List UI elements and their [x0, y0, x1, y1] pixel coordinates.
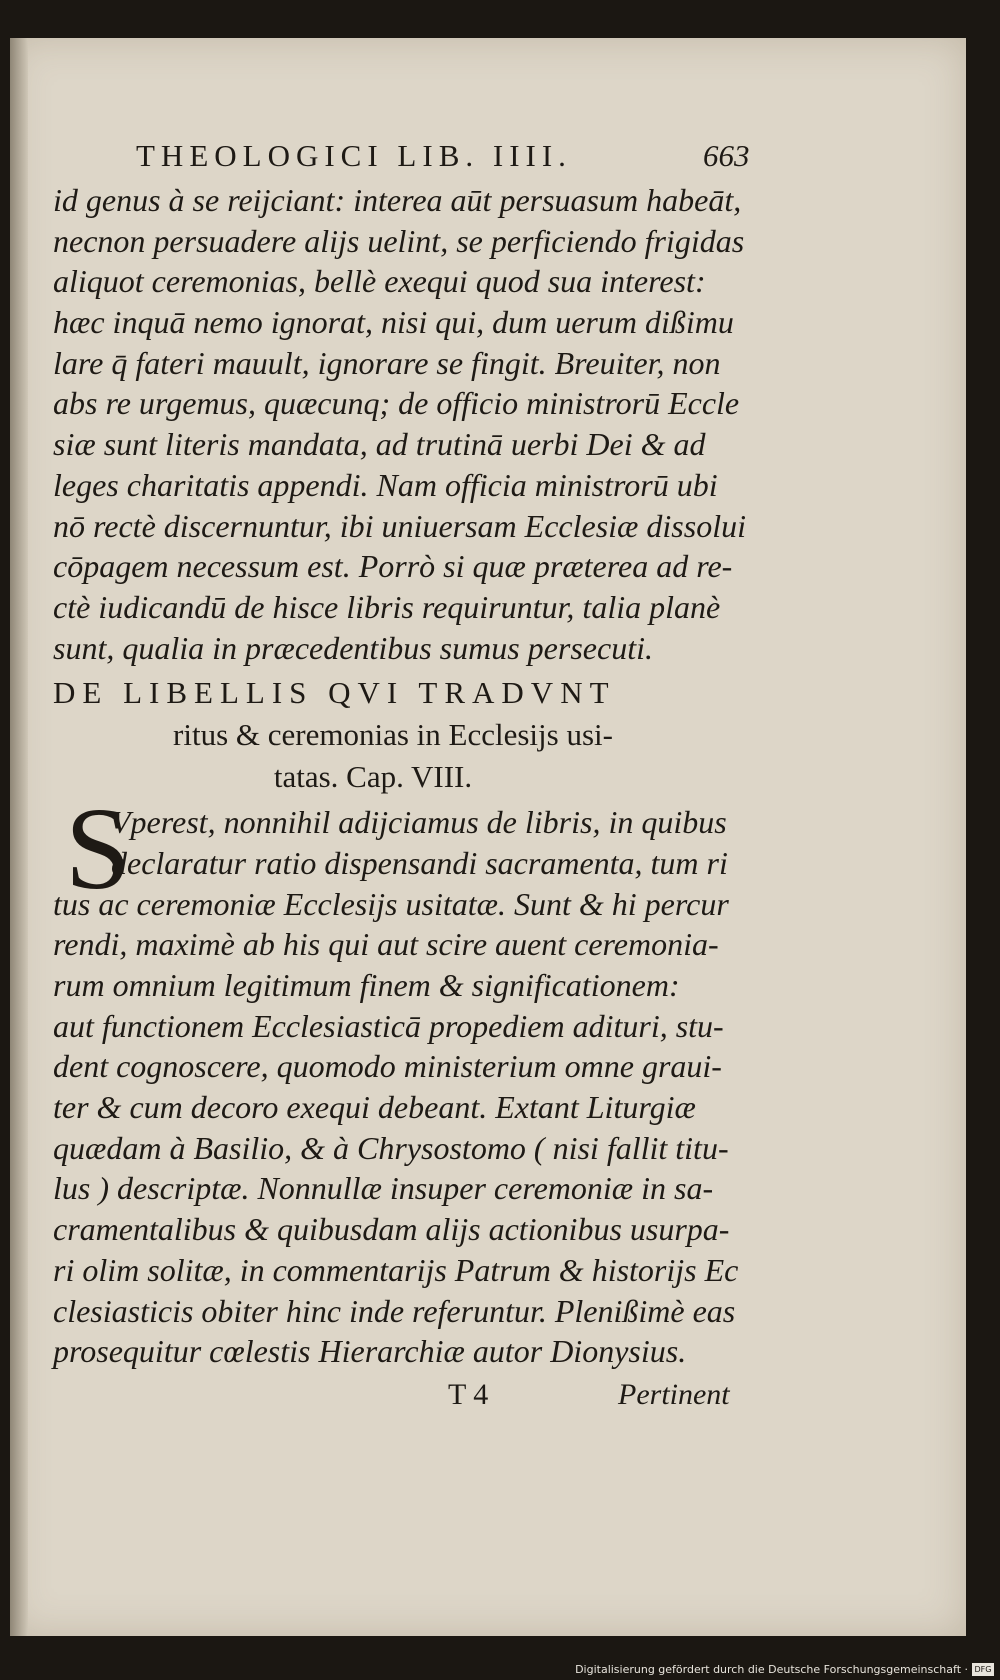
text-line: leges charitatis appendi. Nam officia ministrorū ubi	[53, 466, 718, 503]
text-line: rum omnium legitimum finem & significationem:	[53, 967, 680, 1003]
digitization-credit: Digitalisierung gefördert durch die Deutsche Forschungsgemeinschaft ·	[575, 1663, 968, 1676]
dfg-logo: DFG	[972, 1663, 994, 1676]
page-gutter	[10, 38, 28, 1636]
running-head-title: THEOLOGICI LIB. IIII.	[136, 138, 572, 173]
paragraph-1	[53, 180, 753, 668]
text-line: tus ac ceremoniæ Ecclesijs usitatæ. Sunt & hi percur	[53, 885, 729, 922]
chapter-heading-line-1: DE LIBELLIS QVI TRADVNT	[53, 675, 616, 711]
text-line: prosequitur cœlestis Hierarchiæ autor Dionysius.	[53, 1333, 687, 1370]
text-line: nō rectè discernuntur, ibi uniuersam Ecclesiæ dissolui	[53, 507, 746, 544]
text-line: rendi, maximè ab his qui aut scire auent ceremonia-	[53, 926, 719, 963]
text-line: ter & cum decoro exequi debeant. Extant Liturgiæ	[53, 1089, 696, 1126]
text-line: aliquot ceremonias, bellè exequi quod sua interest:	[53, 263, 706, 300]
text-line: hæc inquā nemo ignorat, nisi qui, dum uerum dißimu	[53, 304, 734, 341]
text-line: lus ) descriptæ. Nonnullæ insuper ceremoniæ in sa-	[53, 1170, 714, 1207]
catchword: Pertinent	[618, 1377, 730, 1411]
page-footer	[53, 1378, 753, 1424]
text-line: lare q̄ fateri mauult, ignorare se fingit. Breuiter, non	[53, 344, 721, 381]
text-line: aut functionem Ecclesiasticā propediem adituri, stu-	[53, 1007, 724, 1044]
folio-number: 663	[703, 138, 750, 173]
text-line: ctè iudicandū de hisce libris requiruntur, talia planè	[53, 588, 721, 625]
text-line: Vperest, nonnihil adijciamus de libris, in quibus	[111, 804, 727, 841]
signature-mark: T 4	[448, 1377, 489, 1411]
text-line: siæ sunt literis mandata, ad trutinā uerbi Dei & ad	[53, 426, 706, 463]
text-line: dent cognoscere, quomodo ministerium omne graui-	[53, 1048, 722, 1085]
drop-cap: S	[65, 783, 131, 915]
chapter-heading-line-2: ritus & ceremonias in Ecclesijs usi-	[173, 717, 613, 753]
text-line: id genus à se reijciant: interea aūt persuasum habeāt,	[53, 182, 742, 218]
chapter-heading	[53, 672, 753, 802]
paragraph-2	[53, 783, 753, 1372]
text-line: cramentalibus & quibusdam alijs actionibus usurpa-	[53, 1211, 730, 1248]
text-line: cōpagem necessum est. Porrò si quæ præterea ad re-	[53, 548, 733, 585]
text-line: sunt, qualia in præcedentibus sumus persecuti.	[53, 629, 653, 666]
text-line: necnon persuadere alijs uelint, se perficiendo frigidas	[53, 222, 745, 259]
text-line: ri olim solitæ, in commentarijs Patrum & historijs Ec	[53, 1251, 739, 1288]
chapter-heading-line-3: tatas. Cap. VIII.	[273, 759, 473, 795]
page-text-block	[53, 138, 753, 1424]
text-line: abs re urgemus, quæcunq; de officio ministrorū Eccle	[53, 385, 740, 422]
running-head	[53, 138, 753, 180]
text-line: quædam à Basilio, & à Chrysostomo ( nisi fallit titu-	[53, 1129, 729, 1166]
text-line: clesiasticis obiter hinc inde referuntur. Plenißimè eas	[53, 1292, 736, 1329]
text-line: declaratur ratio dispensandi sacramenta, tum ri	[111, 844, 728, 881]
book-page	[10, 38, 966, 1636]
